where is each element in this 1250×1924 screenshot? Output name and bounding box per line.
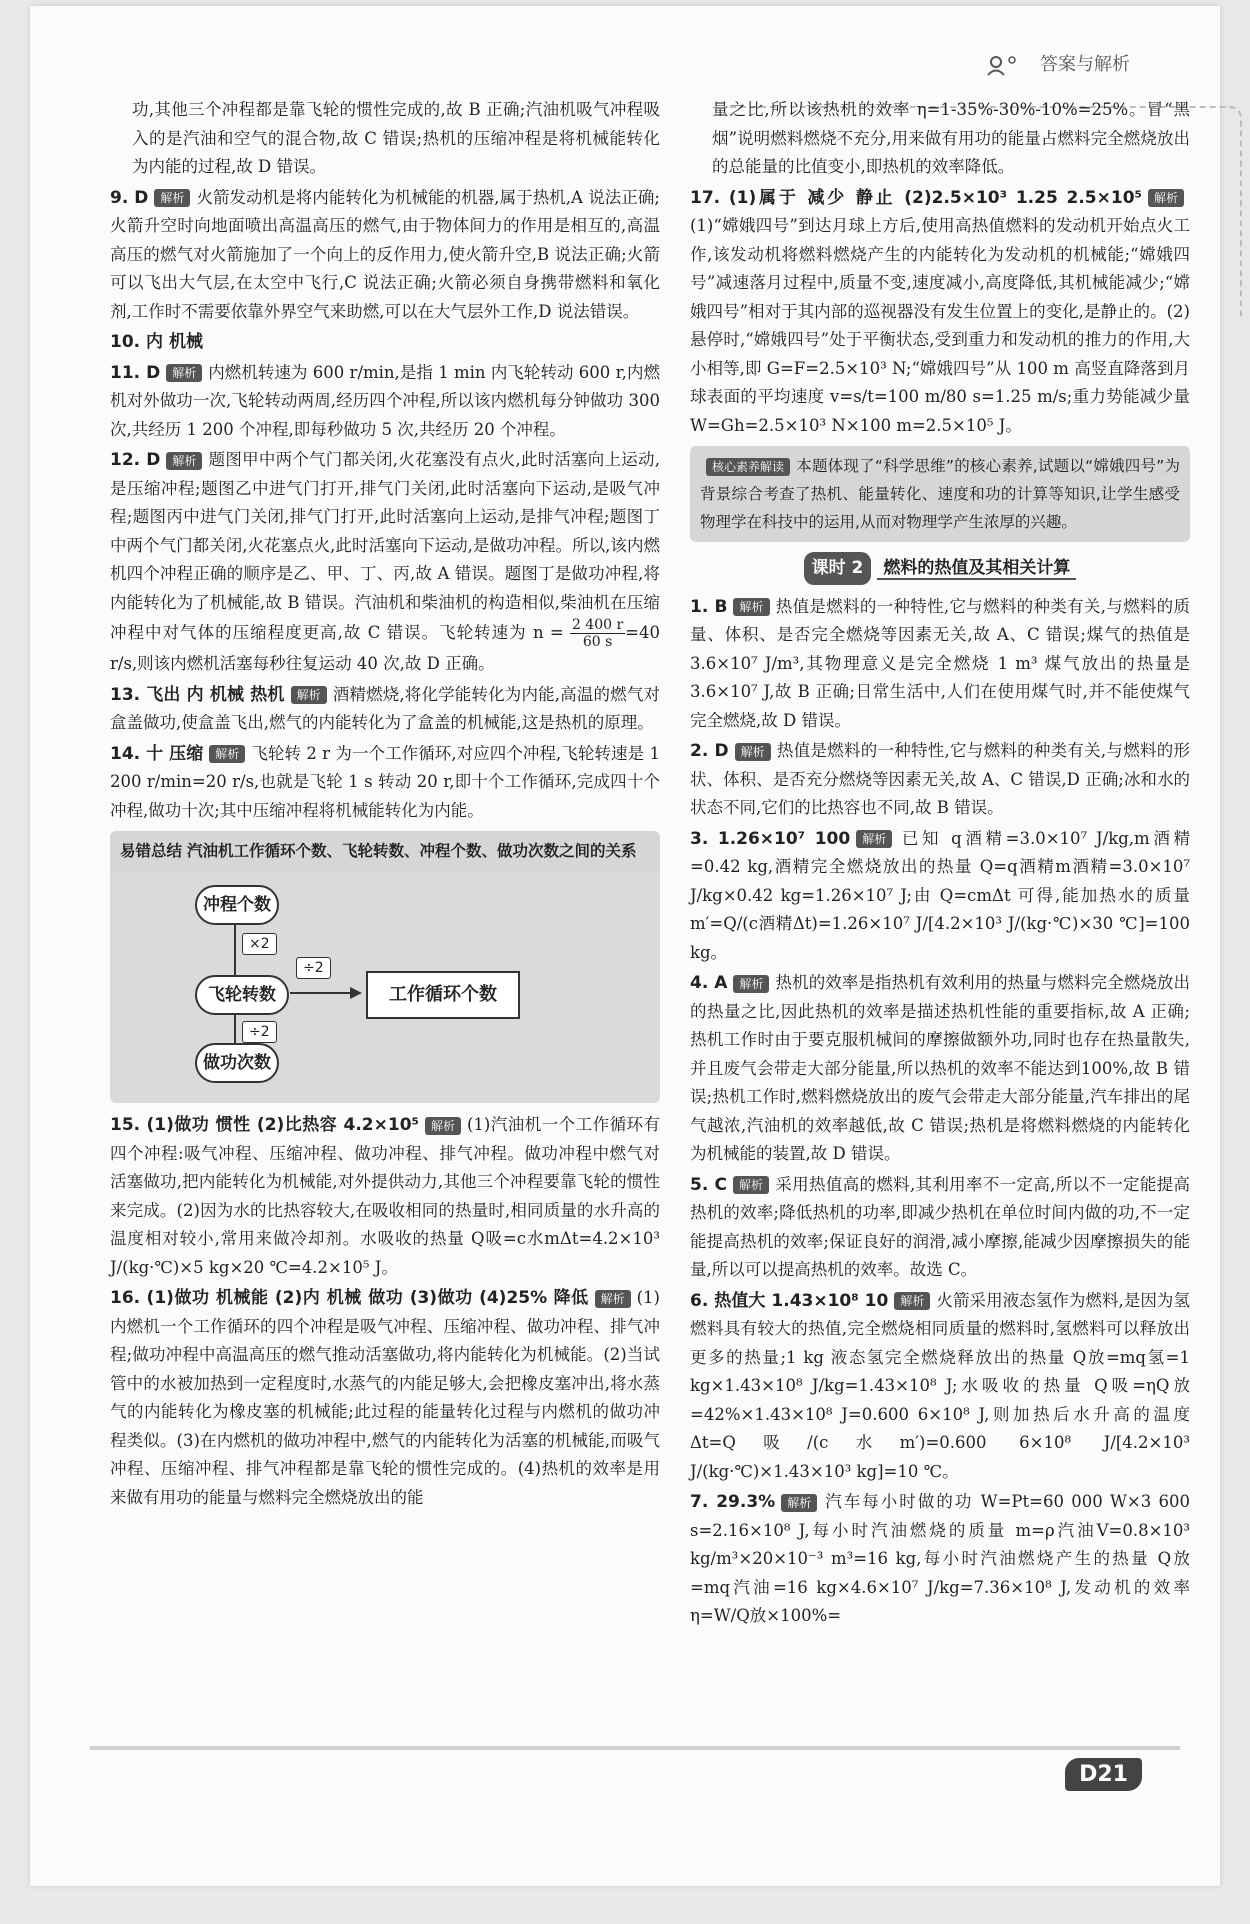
answer-item-r7 [690, 1488, 1190, 1631]
answer-number: 9. D [110, 187, 149, 208]
core-literacy-text: 本题体现了“科学思维”的核心素养,试题以“嫦娥四号”为背景综合考查了热机、能量转化、速度和功的计算等知识,让学生感受物理学在科技中的运用,从而对物理学产生浓厚的兴趣。 [700, 457, 1180, 531]
mistake-text: 汽油机工作循环个数、飞轮转数、冲程个数、做功次数之间的关系 [186, 842, 637, 860]
answer-item-16 [110, 1284, 660, 1512]
answer-item-r5 [690, 1171, 1190, 1285]
header-title: 答案与解析 [1040, 54, 1130, 75]
answer-text: 已知 q酒精=3.0×10⁷ J/kg,m酒精=0.42 kg,酒精完全燃烧放出的热量 Q=q酒精m酒精=3.0×10⁷ J/kg×0.42 kg=1.26×10⁷ J;由 Q=cmΔt 可得,能加热水的质量 m′=Q/(c酒精Δt)=1.26×10⁷ J/[4.2×10³ J/(kg·℃)×30 ℃]=100 kg。 [690, 828, 1190, 962]
footer-bar [90, 1746, 1180, 1750]
answer-text: 汽车每小时做的功 W=Pt=60 000 W×3 600 s=2.16×10⁸ J,每小时汽油燃烧的质量 m=ρ汽油V=0.8×10³ kg/m³×20×10⁻³ m³=16 kg,每小时汽油燃烧产生的热量 Q放=mq汽油=16 kg×4.6×10⁷ J/kg=7.36×10⁸ J,发动机的效率 η=W/Q放×100%= [690, 1492, 1190, 1625]
answer-text: 热机的效率是指热机有效利用的热量与燃料完全燃烧放出的热量之比,因此热机的效率是描述热机性能的重要指标,故 A 正确;热机工作时由于要克服机械间的摩擦做额外功,同时也存在热量散失,并且废气会带走大部分能量,所以热机的效率不能达到100%,故 B 错误;热机工作时,燃料燃烧放出的废气会带走大部分能量,汽车排出的尾气越浓,汽油机的效率越低,故 C 错误;热机是将燃料燃烧的内能转化为机械能的装置,故 D 错误。 [690, 973, 1190, 1163]
left-column [110, 96, 660, 1514]
answer-number: 10. 内 机械 [110, 332, 203, 352]
cycles-node: 工作循环个数 [366, 971, 520, 1019]
core-literacy-label: 核心素养解读 [706, 458, 790, 476]
answer-item-r6 [690, 1287, 1190, 1487]
analysis-tag: 解析 [154, 189, 190, 207]
answer-number: 12. D [110, 450, 161, 470]
answer-item-11 [110, 359, 660, 445]
lesson-heading [780, 552, 1100, 585]
divide-two-label-b: ÷2 [242, 1021, 277, 1043]
right-continuation: 量之比,所以该热机的效率 η=1-35%-30%-10%=25%。冒“黑烟”说明燃料燃烧不充分,用来做有用功的能量占燃料完全燃烧放出的总能量的比值变小,即热机的效率降低。 [712, 100, 1190, 176]
answer-number: 6. 热值大 1.43×10⁸ 10 [690, 1290, 889, 1311]
answer-item-13 [110, 681, 660, 738]
answer-text: 热值是燃料的一种特性,它与燃料的种类有关,与燃料的质量、体积、是否完全燃烧等因素无关,故 A、C 错误;煤气的热值是 3.6×10⁷ J/m³,其物理意义是完全燃烧 1 m³ 煤气放出的热量是 3.6×10⁷ J,故 B 正确;日常生活中,人们在使用煤气时,并不能使煤气完全燃烧,故 D 错误。 [690, 596, 1190, 730]
analysis-tag: 解析 [856, 830, 892, 848]
person-chat-icon [986, 54, 1020, 76]
answer-number: 17. (1)属于 减少 静止 (2)2.5×10³ 1.25 2.5×10⁵ [690, 187, 1142, 208]
answer-item-10 [110, 328, 660, 357]
answer-number: 7. 29.3% [690, 1492, 776, 1512]
left-intro: 功,其他三个冲程都是靠飞轮的惯性完成的,故 B 正确;汽油机吸气冲程吸入的是汽油和空气的混合物,故 C 错误;热机的压缩冲程是将机械能转化为内能的过程,故 D 错误。 [132, 100, 660, 176]
analysis-tag: 解析 [733, 1176, 769, 1194]
answer-text: 题图甲中两个气门都关闭,火花塞没有点火,此时活塞向上运动,是压缩冲程;题图乙中进气门打开,排气门关闭,此时活塞向下运动,是吸气冲程;题图丙中进气门关闭,排气门打开,此时活塞向上运动,是排气冲程;题图丁中两个气门都关闭,火花塞点火,此时活塞向下运动,是做功冲程。所以,该内燃机四个冲程正确的顺序是乙、甲、丁、丙,故 A 错误。题图丁是做功冲程,将内能转化为了机械能,故 B 错误。汽油机和柴油机的构造相似,柴油机在压缩冲程中对气体的压缩程度更高,故 C 错误。飞轮转速为 n = [110, 450, 660, 642]
answer-text: (1)“嫦娥四号”到达月球上方后,使用高热值燃料的发动机开始点火工作,该发动机将燃料燃烧产生的内能转化为发动机的机械能;“嫦娥四号”减速落月过程中,质量不变,速度减小,高度降低,其机械能减少;“嫦娥四号”相对于其内部的巡视器没有发生位置上的变化,是静止的。(2)悬停时,“嫦娥四号”处于平衡状态,受到重力和发动机的推力的作用,大小相等,即 G=F=2.5×10³ N;“嫦娥四号”从 100 m 高竖直降落到月球表面的平均速度 v=s/t=100 m/80 s=1.25 m/s;重力势能减少量 W=Gh=2.5×10³ N×100 m=2.5×10⁵ J。 [690, 216, 1190, 435]
answer-item-12 [110, 446, 660, 679]
answer-item-r3 [690, 825, 1190, 968]
answer-text: (1)汽油机一个工作循环有四个冲程:吸气冲程、压缩冲程、做功冲程、排气冲程。做功冲程中燃气对活塞做功,把内能转化为机械能,对外提供动力,其他三个冲程要靠飞轮的惯性来完成。(2)因为水的比热容较大,在吸收相同的热量时,相同质量的水升高的温度相对较小,常用来做冷却剂。水吸收的热量 Q吸=c水mΔt=4.2×10³ J/(kg·℃)×5 kg×20 ℃=4.2×10⁵ J。 [110, 1115, 660, 1277]
times-two-label: ×2 [242, 933, 277, 955]
answer-text: (1)内燃机一个工作循环的四个冲程是吸气冲程、压缩冲程、做功冲程、排气冲程;做功冲程中高温高压的燃气推动活塞做功,将内能转化为机械能。(2)当试管中的水被加热到一定程度时,水蒸气的内能足够大,会把橡皮塞冲出,将水蒸气的内能转化为橡皮塞的机械能;此过程的能量转化过程与内燃机的做功冲程类似。(3)在内燃机的做功冲程中,燃气的内能转化为活塞的机械能,而吸气冲程、压缩冲程、排气冲程都是靠飞轮的惯性完成的。(4)热机的效率是用来做有用功的能量与燃料完全燃烧放出的能 [110, 1288, 660, 1507]
analysis-tag: 解析 [291, 686, 327, 704]
work-count-node: 做功次数 [195, 1043, 279, 1083]
analysis-tag: 解析 [595, 1290, 631, 1308]
answer-item-17 [690, 184, 1190, 441]
analysis-tag: 解析 [1148, 189, 1184, 207]
answer-text: 酒精燃烧,将化学能转化为内能,高温的燃气对盒盖做功,使盒盖飞出,燃气的内能转化为了盒盖的机械能,这是热机的原理。 [110, 684, 660, 732]
analysis-tag: 解析 [781, 1494, 817, 1512]
core-literacy-box [690, 446, 1190, 542]
answer-number: 16. (1)做功 机械能 (2)内 机械 做功 (3)做功 (4)25% 降低 [110, 1288, 589, 1308]
page-number: D21 [1065, 1758, 1142, 1791]
answer-text-2: =40 r/s,则该内燃机活塞每秒往复运动 40 次,故 D 正确。 [110, 623, 660, 673]
lesson-title: 燃料的热值及其相关计算 [877, 558, 1076, 580]
answer-number: 11. D [110, 362, 161, 383]
answer-text: 采用热值高的燃料,其利用率不一定高,所以不一定能提高热机的效率;降低热机的功率,即减少热机在单位时间内做的功,不一定能提高热机的效率;保证良好的润滑,减小摩擦,能减少因摩擦损失的能量,所以可以提高热机的效率。故选 C。 [690, 1174, 1190, 1279]
answer-item-r2 [690, 737, 1190, 823]
divide-two-label-a: ÷2 [296, 957, 331, 979]
answer-text: 火箭发动机是将内能转化为机械能的机器,属于热机,A 说法正确;火箭升空时向地面喷出高温高压的燃气,由于物体间力的作用是相互的,高温高压的燃气对火箭施加了一个向上的反作用力,使火箭升空,B 说法正确;火箭可以飞出大气层,在太空中飞行,C 说法正确;火箭必须自身携带燃料和氧化剂,工作时不需要依靠外界空气来助燃,可以在大气层外工作,D 说法错误。 [110, 187, 660, 321]
answer-number: 14. 十 压缩 [110, 743, 204, 764]
answer-item-9 [110, 184, 660, 327]
cycle-relation-diagram [110, 871, 660, 1103]
analysis-tag: 解析 [209, 745, 245, 763]
answer-number: 15. (1)做功 惯性 (2)比热容 4.2×10⁵ [110, 1115, 419, 1135]
answer-number: 2. D [690, 741, 729, 761]
analysis-tag: 解析 [733, 598, 769, 616]
mistake-summary [110, 831, 660, 871]
analysis-tag: 解析 [733, 975, 769, 993]
answer-text: 火箭采用液态氢作为燃料,是因为氢燃料具有较大的热值,完全燃烧相同质量的燃料时,氢燃料可以释放出更多的热量;1 kg 液态氢完全燃烧释放出的热量 Q放=mq氢=1 kg×1.43×10⁸ J/kg=1.43×10⁸ J;水吸收的热量 Q吸=ηQ放=42%×1.43×10⁸ J=0.600 6×10⁸ J,则加热后水升高的温度 Δt=Q吸/(c水m′)=0.600 6×10⁸ J/[4.2×10³ J/(kg·℃)×1.43×10³ kg]=10 ℃。 [690, 1290, 1190, 1481]
answer-number: 13. 飞出 内 机械 热机 [110, 684, 285, 705]
lesson-number: 课时 2 [804, 552, 872, 585]
answer-number: 1. B [690, 596, 728, 617]
answer-item-r1 [690, 593, 1190, 736]
answer-text: 内燃机转速为 600 r/min,是指 1 min 内飞轮转动 600 r,内燃机对外做功一次,飞轮转动两周,经历四个冲程,所以该内燃机每分钟做功 300 次,共经历 1 200 个冲程,即每秒做功 5 次,共经历 20 个冲程。 [110, 362, 660, 439]
answer-item-r4 [690, 969, 1190, 1169]
answer-item-14 [110, 740, 660, 826]
answer-text: 热值是燃料的一种特性,它与燃料的种类有关,与燃料的形状、体积、是否充分燃烧等因素无关,故 A、C 错误,D 正确;冰和水的状态不同,它们的比热容也不同,故 B 错误。 [690, 741, 1190, 817]
mistake-label: 易错总结 [120, 842, 183, 860]
analysis-tag: 解析 [166, 452, 202, 470]
answer-item-15 [110, 1111, 660, 1282]
answer-number: 3. 1.26×10⁷ 100 [690, 828, 851, 849]
answer-number: 4. A [690, 973, 728, 993]
stroke-count-node: 冲程个数 [195, 885, 279, 925]
flywheel-node: 飞轮转数 [195, 975, 289, 1015]
analysis-tag: 解析 [425, 1117, 461, 1135]
analysis-tag: 解析 [166, 364, 202, 382]
fraction: $\frac{2 400 r}{60 s}$ [571, 617, 624, 650]
analysis-tag: 解析 [894, 1292, 930, 1310]
right-column [690, 96, 1190, 1633]
page-header [986, 50, 1130, 76]
answer-number: 5. C [690, 1174, 728, 1195]
page [30, 6, 1220, 1886]
analysis-tag: 解析 [735, 743, 771, 761]
answer-text: 飞轮转 2 r 为一个工作循环,对应四个冲程,飞轮转速是 1 200 r/min=20 r/s,也就是飞轮 1 s 转动 20 r,即十个工作循环,完成四十个冲程,做功十次;其中压缩冲程将机械能转化为内能。 [110, 743, 660, 820]
